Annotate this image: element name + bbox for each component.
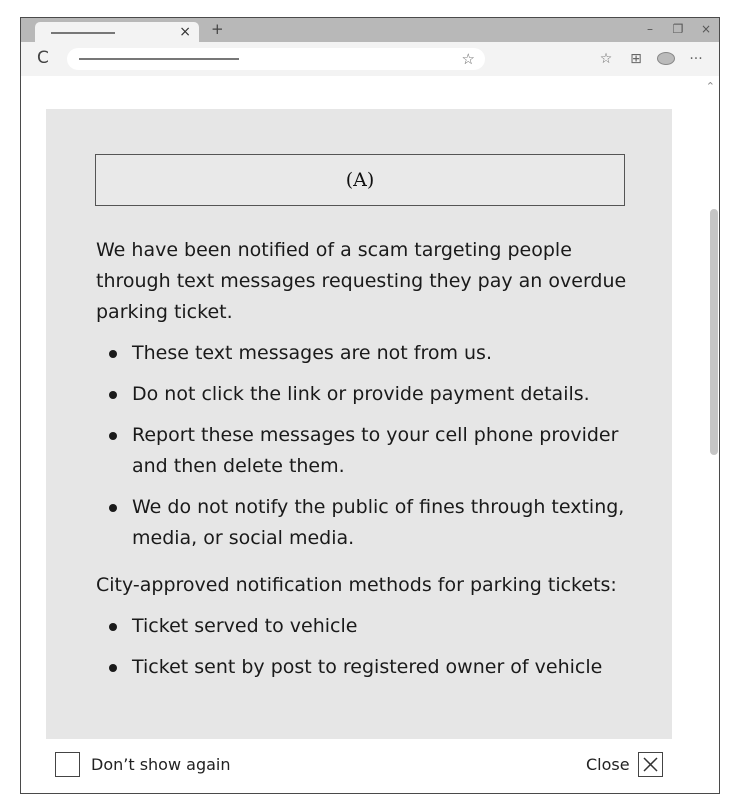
popup-footer [21, 739, 719, 794]
url-placeholder [79, 58, 239, 60]
dont-show-checkbox[interactable] [55, 752, 80, 777]
warning-list [96, 338, 636, 554]
notice-intro: We have been notified of a scam targeting people through text messages requesting they pay an overdue parking ticket. [96, 239, 627, 323]
new-tab-icon[interactable]: + [211, 20, 224, 38]
restore-icon[interactable]: ❐ [672, 22, 684, 36]
minimize-icon[interactable]: – [647, 22, 653, 36]
list-item: Report these messages to your cell phone provider and then delete them. [96, 420, 636, 482]
tab-title-placeholder [51, 32, 115, 34]
collections-icon[interactable]: ⊞ [630, 51, 642, 67]
scroll-up-icon[interactable]: ⌃ [705, 80, 715, 93]
favorites-icon[interactable]: ☆ [599, 51, 613, 67]
refresh-icon[interactable]: C [37, 48, 49, 68]
browser-toolbar [21, 42, 719, 76]
list-item: Do not click the link or provide payment details. [96, 379, 636, 410]
close-label[interactable]: Close [586, 755, 630, 774]
scrollbar-thumb[interactable] [710, 209, 718, 455]
list-item: Ticket sent by post to registered owner of vehicle [96, 652, 636, 683]
list-item: These text messages are not from us. [96, 338, 636, 369]
notice-content [96, 235, 636, 693]
bookmark-star-icon[interactable]: ☆ [461, 50, 475, 68]
toolbar-icons [597, 49, 705, 71]
dont-show-label[interactable]: Don’t show again [91, 755, 231, 774]
tab-bar [21, 18, 719, 42]
list-item: Ticket served to vehicle [96, 611, 636, 642]
profile-icon[interactable] [657, 49, 675, 71]
methods-heading: City-approved notification methods for parking tickets: [96, 574, 617, 596]
page-viewport [21, 76, 719, 794]
browser-tab[interactable] [35, 22, 199, 42]
window-close-icon[interactable]: × [700, 22, 712, 36]
address-bar[interactable] [67, 48, 485, 70]
close-icon [642, 756, 659, 773]
window-controls [643, 21, 713, 37]
methods-list [96, 611, 636, 683]
label-box: (A) [95, 154, 625, 206]
list-item: We do not notify the public of fines through texting, media, or social media. [96, 492, 636, 554]
more-menu-icon[interactable]: ··· [689, 51, 703, 67]
close-button[interactable] [638, 752, 663, 777]
tab-close-icon[interactable]: × [179, 24, 191, 40]
scam-notice-panel [46, 109, 672, 739]
browser-window [20, 17, 720, 794]
